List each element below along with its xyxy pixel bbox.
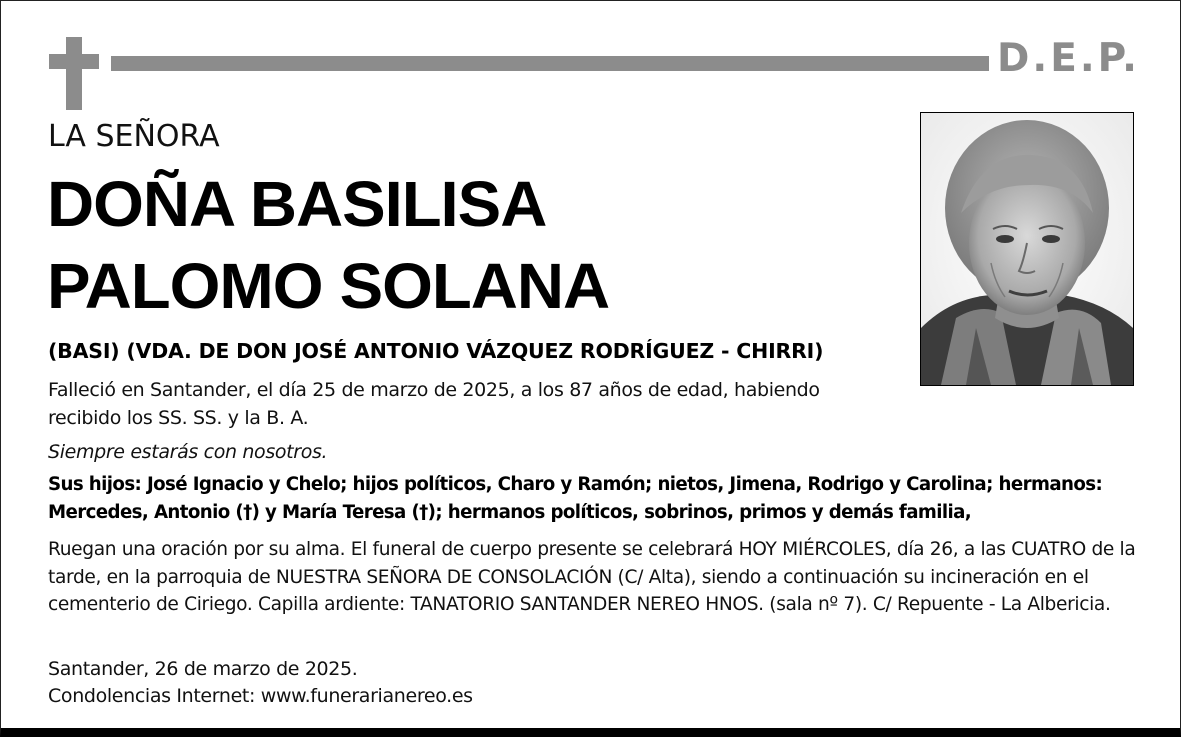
portrait-photo [920, 112, 1134, 386]
deceased-name-line1: DOÑA BASILISA [47, 168, 547, 240]
deceased-name-line2: PALOMO SOLANA [47, 250, 610, 322]
cross-icon [49, 37, 99, 110]
family-list: Sus hijos: José Ignacio y Chelo; hijos políticos, Charo y Ramón; nietos, Jimena, Rodrigo y Carolina; hermanos: Mercedes, Antonio (†) y María Teresa (†); hermanos políticos, sobrinos, primos y demás familia, [48, 474, 1103, 523]
honorific: LA SEÑORA [48, 119, 220, 154]
header-rule [111, 56, 989, 71]
dep-label: D.E.P. [997, 36, 1140, 81]
death-statement: Falleció en Santander, el día 25 de marzo de 2025, a los 87 años de edad, habiendo recibido los SS. SS. y la B. A. [48, 379, 820, 429]
alias-line: (BASI) (VDA. DE DON JOSÉ ANTONIO VÁZQUEZ RODRÍGUEZ - CHIRRI) [48, 339, 824, 363]
place-date: Santander, 26 de marzo de 2025. [48, 658, 358, 680]
condolences-line: Condolencias Internet: www.funerarianereo.es [48, 685, 473, 707]
funeral-details: Ruegan una oración por su alma. El funeral de cuerpo presente se celebrará HOY MIÉRCOLES, día 26, a las CUATRO de la tarde, en la parroquia de NUESTRA SEÑORA DE CONSOLACIÓN (C/ Alta), siendo a continuación su incineración en el cementerio de Ciriego. Capilla ardiente: TANATORIO SANTANDER NEREO HNOS. (sala nº 7). C/ Repuente - La Albericia. [48, 539, 1136, 615]
epitaph: Siempre estarás con nosotros. [48, 441, 328, 463]
